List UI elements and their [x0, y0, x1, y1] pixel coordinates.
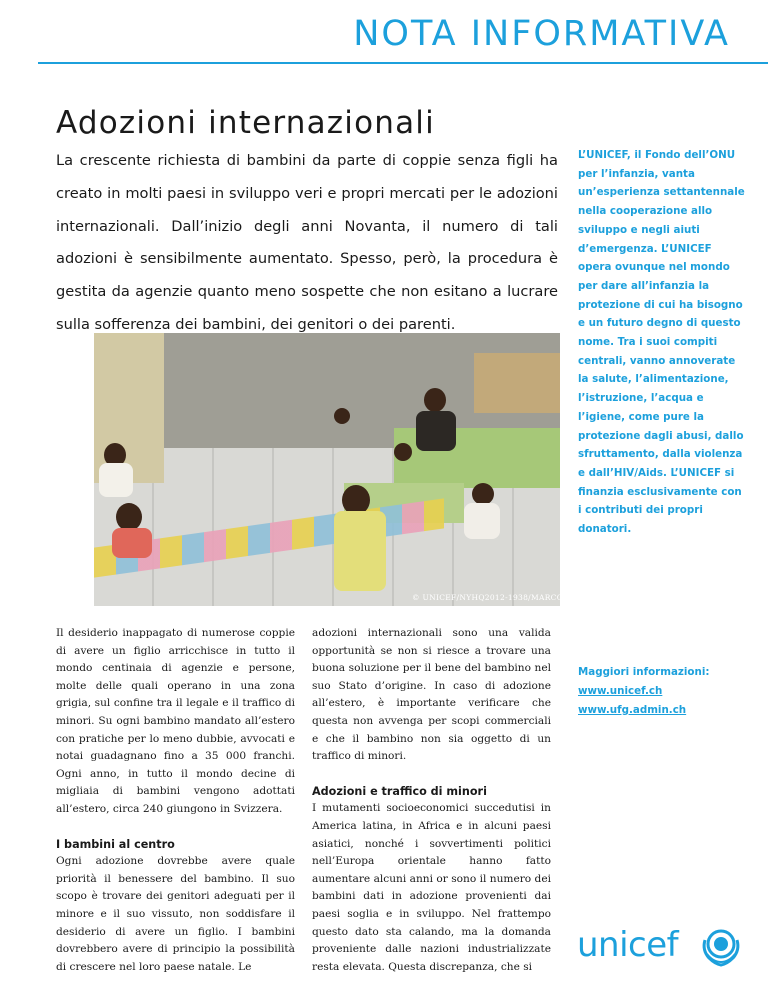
body-column-1: [56, 625, 295, 976]
body-paragraph: Il desiderio inappagato di numerose coppie di avere un figlio arricchisce in tutto il mondo centinaia di agenzie e persone, molte delle quali operano in una zona grigia, sul confine tra il legale e il traffico di minori. Su ogni bambino mandato all’estero con pratiche per lo meno dubbie, avvocati e notai guadagnano fino a 35 000 franchi. Ogni anno, in tutto il mondo decine di migliaia di bambini vengono adottati all’estero, circa 240 giungono in Svizzera.: [56, 627, 295, 815]
unicef-emblem-icon: [699, 924, 743, 968]
photo-credit: © UNICEF/NYHQ2012-1938/MARCO DORMI-: [412, 593, 599, 602]
unicef-logo-text: unicef: [577, 925, 679, 965]
children-photo: [94, 333, 599, 606]
unicef-logo: [575, 923, 745, 973]
header-title: NOTA INFORMATIVA: [353, 14, 730, 54]
link-unicef[interactable]: www.unicef.ch: [578, 685, 663, 697]
section-heading: Adozioni e traffico di minori: [312, 784, 487, 798]
more-info-label: Maggiori informazioni:: [578, 666, 710, 678]
link-ufg[interactable]: www.ufg.admin.ch: [578, 704, 687, 716]
page-title: Adozioni internazionali: [56, 104, 435, 141]
intro-paragraph: La crescente richiesta di bambini da parte di coppie senza figli ha creato in molti paesi in sviluppo veri e propri mercati per le adozioni internazionali. Dall’inizio degli anni Novanta, il numero di tali adozioni è sensibilmente aumentato. Spesso, però, la procedura è gestita da agenzie quanto meno sospette che non esitano a lucrare sulla sofferenza dei bambini, dei genitori o dei parenti.: [56, 152, 558, 333]
body-paragraph: adozioni internazionali sono una valida opportunità se non si riesce a trovare una buona soluzione per il bene del bambino nel suo Stato d’origine. In caso di adozione all’estero, è importante verificare che questa non avvenga per scopi commerciali e che il bambino non sia oggetto di un traffico di minori.: [312, 627, 551, 763]
body-column-2: [312, 625, 551, 976]
body-paragraph: Ogni adozione dovrebbe avere quale priorità il benessere del bambino. Il suo scopo è trovare dei genitori adeguati per il minore e il suo vissuto, non soddisfare il desiderio di avere un figlio. I bambini dovrebbero avere di principio la possibilità di crescere nel loro paese natale. Le: [56, 855, 295, 973]
more-info-box: [578, 663, 748, 720]
body-paragraph: I mutamenti socioeconomici succedutisi in America latina, in Africa e in alcuni paesi asiatici, nonché i sovvertimenti politici nell’Europa orientale hanno fatto aumentare alcuni anni or sono il numero dei bambini dati in adozione provenienti dai paesi soglia e in sviluppo. Nel frattempo questo dato sta calando, ma la domanda proveniente dalle nazioni industrializzate resta elevata. Questa discrepanza, che si: [312, 802, 551, 973]
header-rule: [38, 62, 768, 64]
unicef-about-sidebar: L’UNICEF, il Fondo dell’ONU per l’infanzia, vanta un’esperienza settantennale nella cooperazione allo sviluppo e negli aiuti d’emergenza. L’UNICEF opera ovunque nel mondo per dare all’infanzia la protezione di cui ha bisogno e un futuro degno di questo nome. Tra i suoi compiti centrali, vanno annoverate la salute, l’alimentazione, l’istruzione, l’acqua e l’igiene, come pure la protezione dagli abusi, dallo sfruttamento, dalla violenza e dall’HIV/Aids. L’UNICEF si finanzia esclusivamente con i contributi dei propri donatori.: [578, 149, 745, 536]
section-heading: I bambini al centro: [56, 837, 175, 851]
